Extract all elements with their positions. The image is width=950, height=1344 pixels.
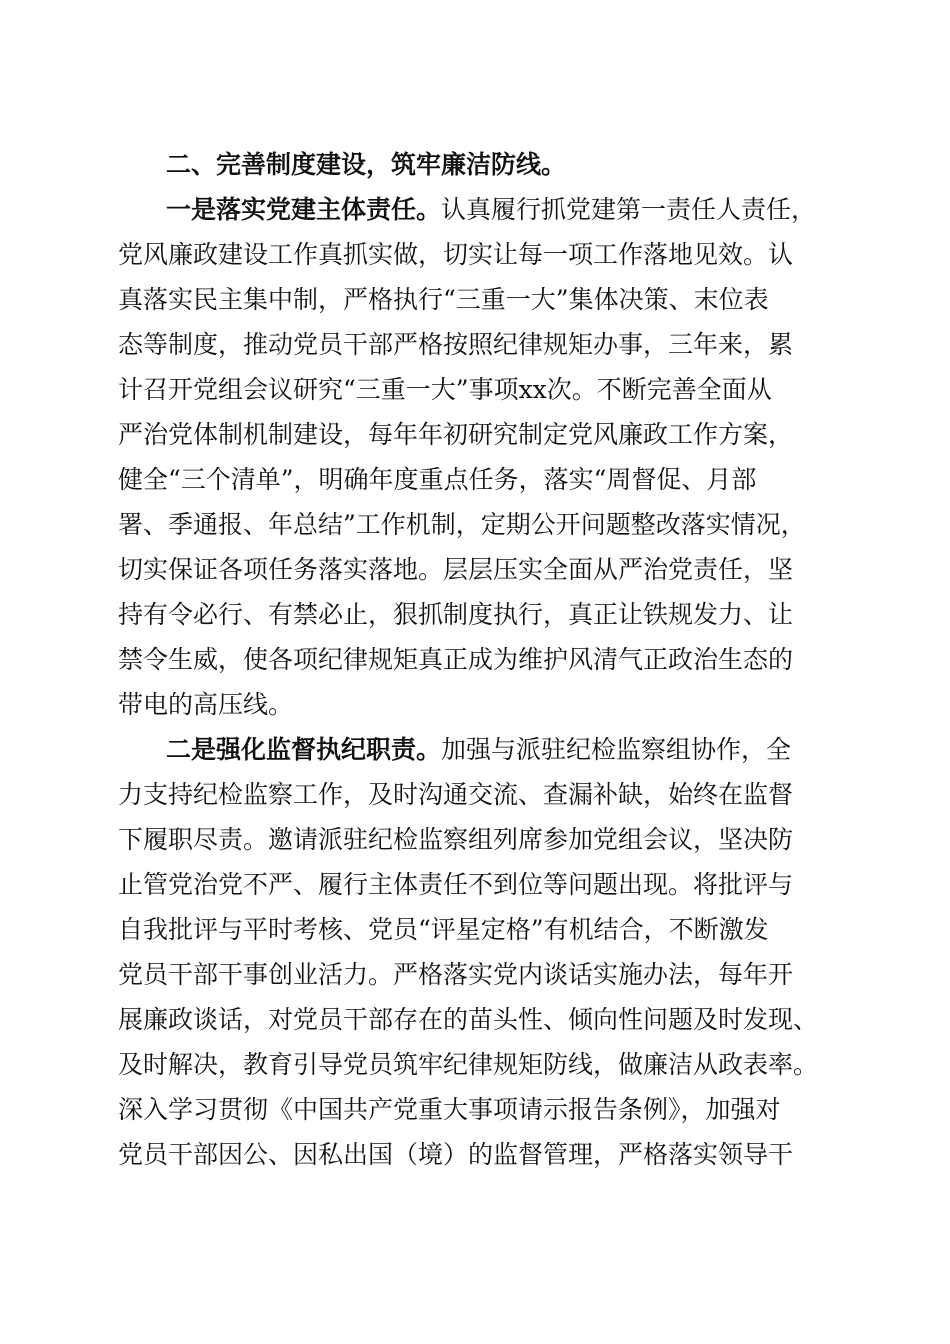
paragraph-line: 自我批评与平时考核、党员“评星定格”有机结合，不断激发	[118, 915, 769, 944]
paragraph-lead: 一是落实党建主体责任。	[166, 195, 442, 224]
paragraph-party-building	[118, 187, 830, 727]
paragraph-line: 止管党治党不严、履行主体责任不到位等问题出现。将批评与	[118, 870, 794, 899]
paragraph-line: 力支持纪检监察工作，及时沟通交流、查漏补缺，始终在监督	[118, 780, 794, 809]
paragraph-text: 加强与派驻纪检监察组协作，全	[441, 735, 792, 764]
paragraph-supervision	[118, 727, 830, 1177]
paragraph-line: 计召开党组会议研究“三重一大”事项xx次。不断完善全面从	[118, 375, 772, 404]
paragraph-line: 严治党体制机制建设，每年年初研究制定党风廉政工作方案，	[118, 420, 794, 449]
document-body	[118, 142, 830, 1177]
paragraph-line: 带电的高压线。	[118, 690, 294, 719]
paragraph-line: 展廉政谈话，对党员干部存在的苗头性、倾向性问题及时发现、	[118, 1005, 819, 1034]
paragraph-line: 下履职尽责。邀请派驻纪检监察组列席参加党组会议，坚决防	[118, 825, 794, 854]
paragraph-line: 真落实民主集中制，严格执行“三重一大”集体决策、末位表	[118, 285, 769, 314]
paragraph-line: 及时解决，教育引导党员筑牢纪律规矩防线，做廉洁从政表率。	[118, 1050, 819, 1079]
paragraph-line: 深入学习贯彻《中国共产党重大事项请示报告条例》，加强对	[118, 1095, 781, 1124]
paragraph-line: 禁令生威，使各项纪律规矩真正成为维护风清气正政治生态的	[118, 645, 794, 674]
paragraph-line: 党风廉政建设工作真抓实做，切实让每一项工作落地见效。认	[118, 240, 794, 269]
paragraph-line: 党员干部干事创业活力。严格落实党内谈话实施办法，每年开	[118, 960, 794, 989]
paragraph-text: 认真履行抓党建第一责任人责任，	[441, 195, 817, 224]
paragraph-line: 态等制度，推动党员干部严格按照纪律规矩办事，三年来，累	[118, 330, 794, 359]
paragraph-line: 切实保证各项任务落实落地。层层压实全面从严治党责任，坚	[118, 555, 794, 584]
paragraph-line: 健全“三个清单”，明确年度重点任务，落实“周督促、月部	[118, 465, 757, 494]
paragraph-lead: 二是强化监督执纪职责。	[166, 735, 442, 764]
paragraph-first-line	[118, 727, 830, 772]
paragraph-line: 署、季通报、年总结”工作机制，定期公开问题整改落实情况，	[118, 510, 806, 539]
section-heading: 二、完善制度建设，筑牢廉洁防线。	[166, 150, 567, 179]
paragraph-first-line	[118, 187, 830, 232]
paragraph-line: 党员干部因公、因私出国（境）的监督管理，严格落实领导干	[118, 1140, 794, 1169]
paragraph-line: 持有令必行、有禁必止，狠抓制度执行，真正让铁规发力、让	[118, 600, 794, 629]
